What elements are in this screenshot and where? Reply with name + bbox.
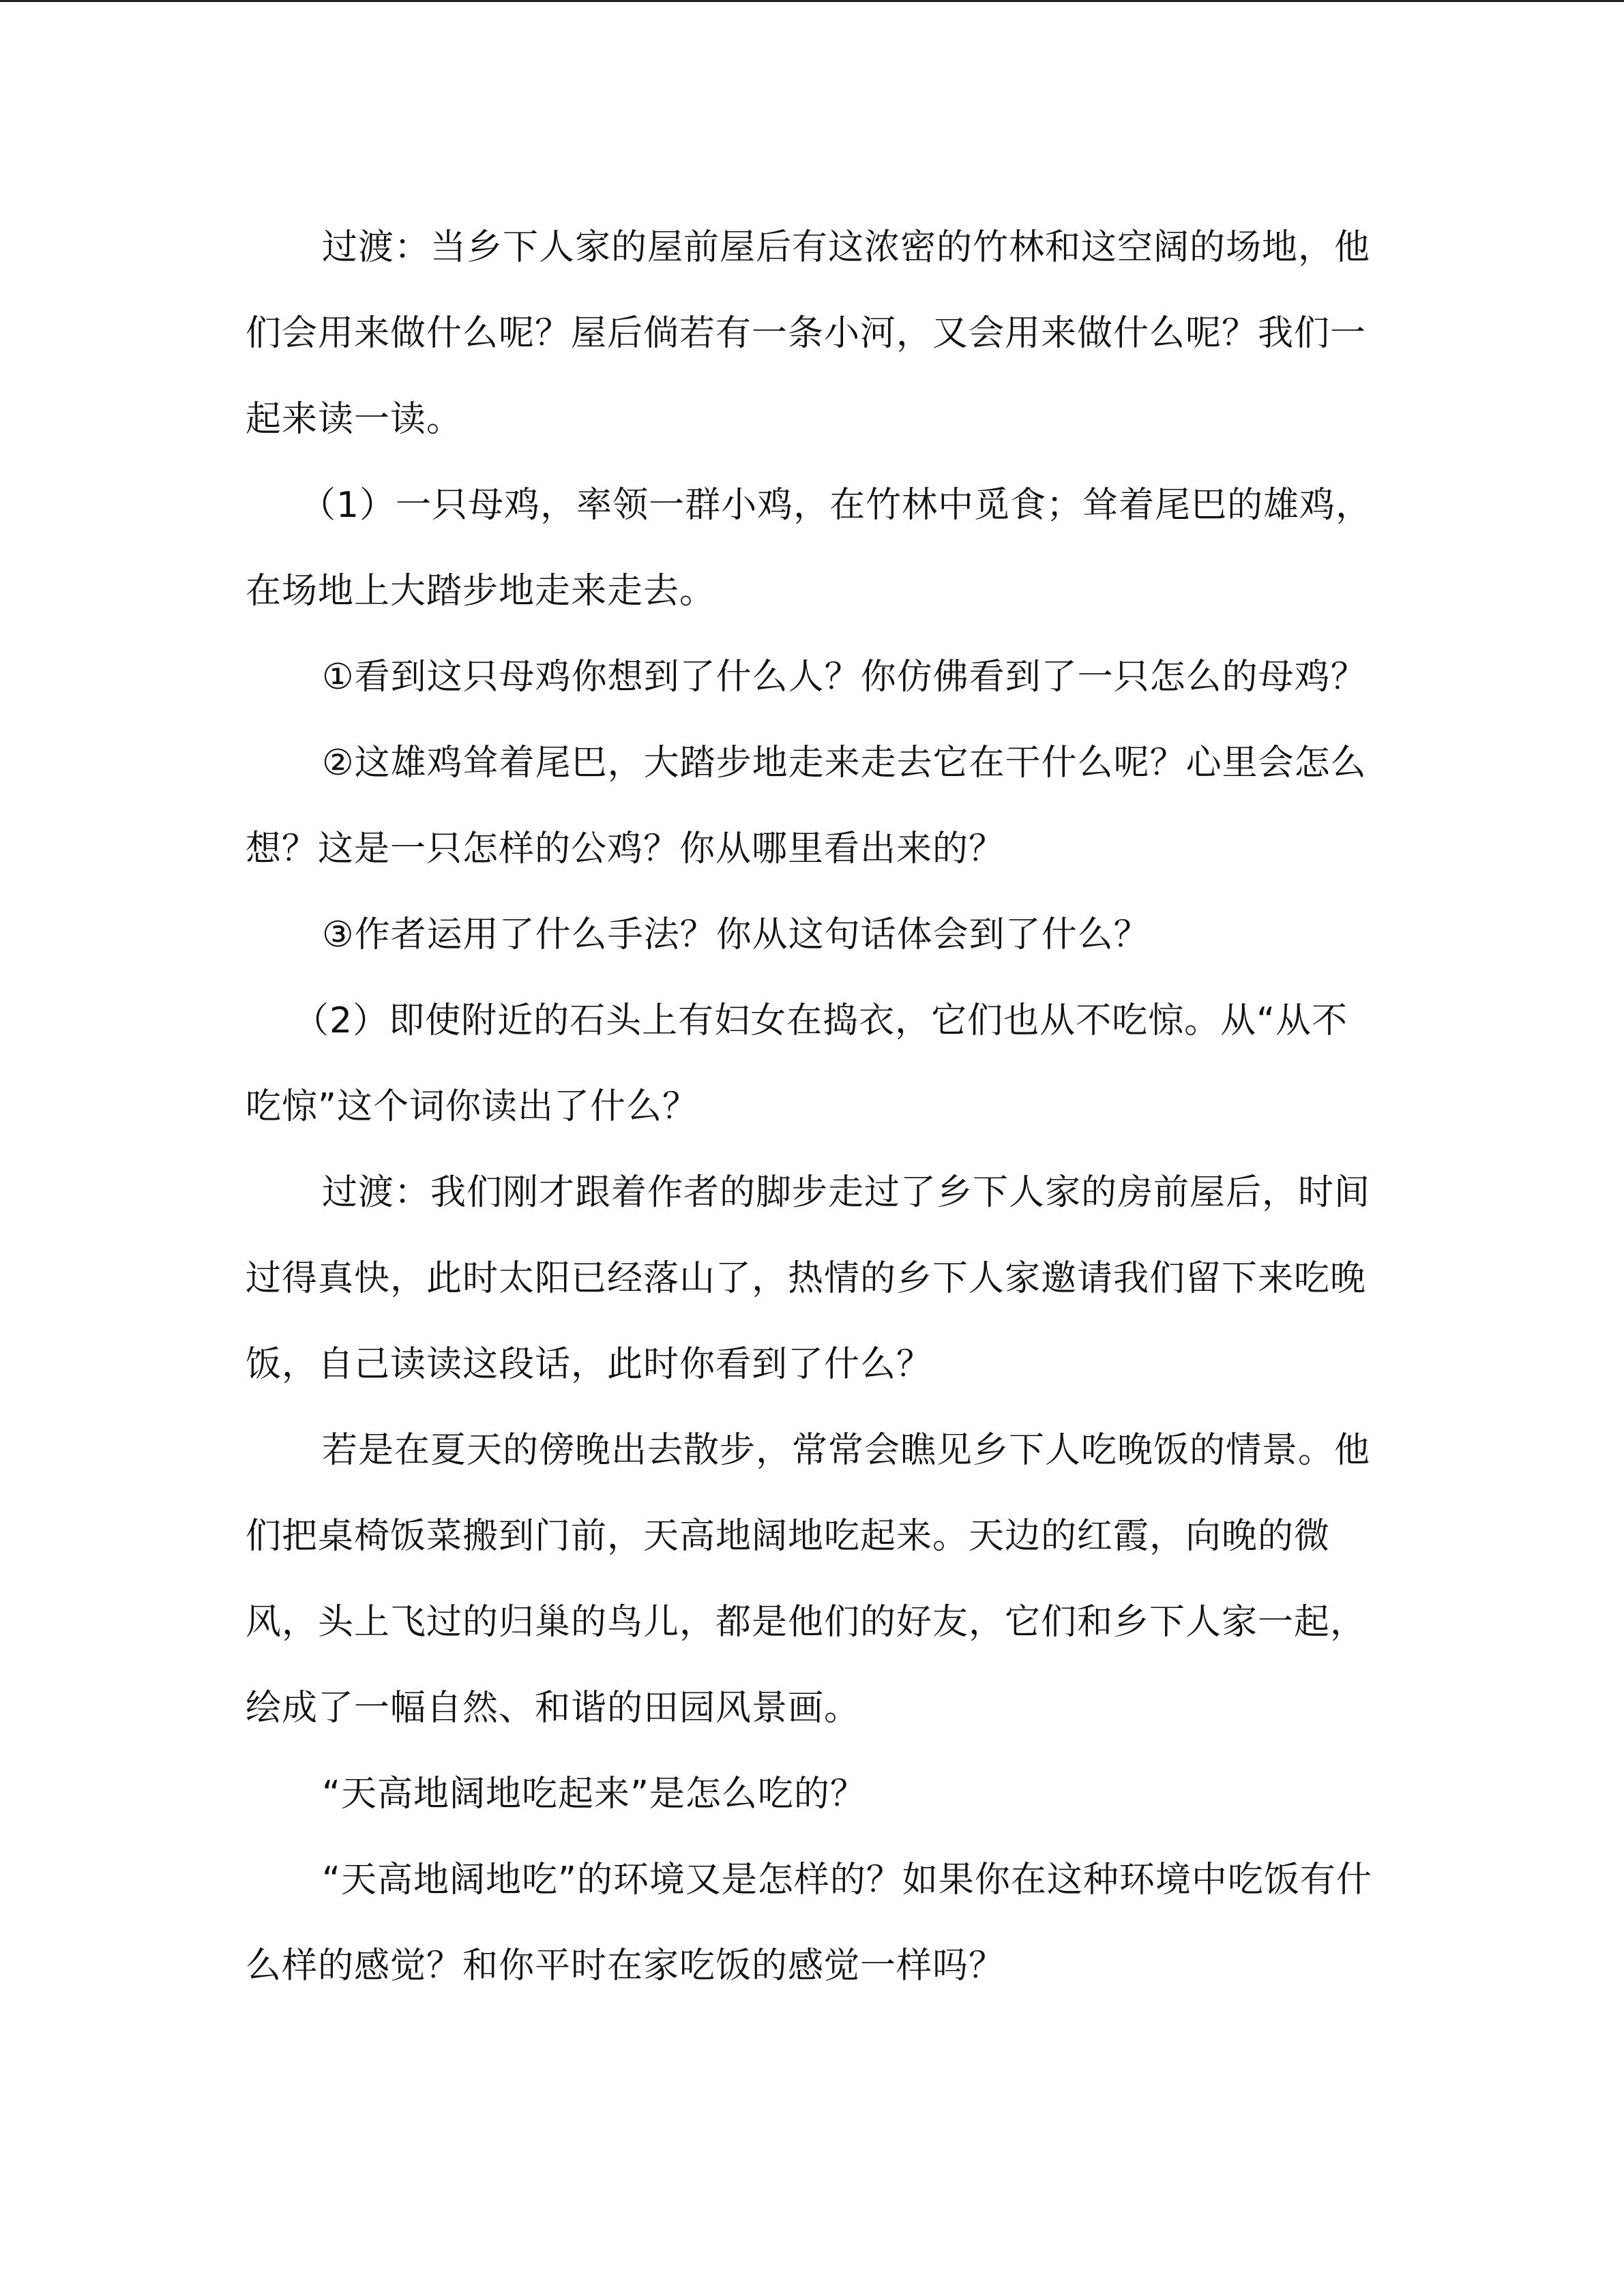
paragraph-excerpt: 若是在夏天的傍晚出去散步，常常会瞧见乡下人吃晚饭的情景。他们把桌椅饭菜搬到门前，天高地阔地吃起来。天边的红霞，向晚的微风，头上飞过的归巢的鸟儿，都是他们的好友，它们和乡下人家一起，绘成了一幅自然、和谐的田园风景画。 [246, 1430, 1371, 1729]
paragraph-item-2: （2）即使附近的石头上有妇女在捣衣，它们也从不吃惊。从“从不吃惊”这个词你读出了什么？ [246, 1000, 1348, 1127]
paragraph-transition-2: 过渡：我们刚才跟着作者的脚步走过了乡下人家的房前屋后，时间过得真快，此时太阳已经落山了，热情的乡下人家邀请我们留下来吃晚饭，自己读读这段话，此时你看到了什么？ [246, 1172, 1371, 1385]
paragraph-transition-1: 过渡：当乡下人家的屋前屋后有这浓密的竹林和这空阔的场地，他们会用来做什么呢？屋后倘若有一条小河，又会用来做什么呢？我们一起来读一读。 [246, 227, 1371, 440]
paragraph-question-4: “天高地阔地吃起来”是怎么吃的？ [322, 1774, 866, 1815]
document-body [246, 205, 1378, 2009]
paragraph-question-5: “天高地阔地吃”的环境又是怎样的？如果你在这种环境中吃饭有什么样的感觉？和你平时在家吃饭的感觉一样吗？ [246, 1860, 1372, 1986]
paragraph-question-2: ②这雄鸡耸着尾巴，大踏步地走来走去它在干什么呢？心里会怎么想？这是一只怎样的公鸡？你从哪里看出来的？ [246, 743, 1367, 869]
paragraph-item-1: （1）一只母鸡，率领一群小鸡，在竹林中觅食；耸着尾巴的雄鸡，在场地上大踏步地走来走去。 [246, 485, 1372, 612]
page-top-border [0, 0, 1624, 2]
paragraph-question-1: ①看到这只母鸡你想到了什么人？你仿佛看到了一只怎么的母鸡？ [322, 657, 1367, 698]
paragraph-question-3: ③作者运用了什么手法？你从这句话体会到了什么？ [322, 914, 1150, 955]
